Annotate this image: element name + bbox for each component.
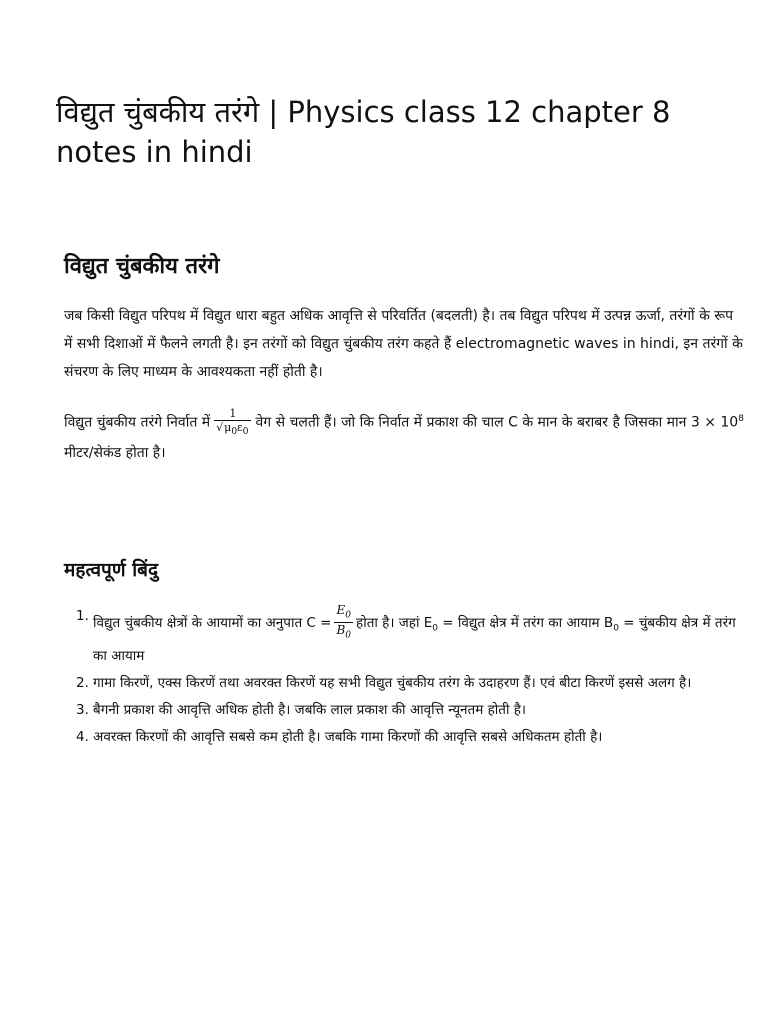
list-item-number: 2. — [76, 674, 89, 691]
speed-formula — [214, 407, 251, 439]
speed-exponent: 8 — [738, 414, 744, 424]
mu-subscript: 0 — [231, 426, 238, 437]
list-item-number: 1. — [76, 608, 89, 624]
speed-paragraph — [64, 405, 744, 467]
epsilon-subscript: 0 — [242, 426, 249, 437]
field-ratio-formula — [334, 603, 353, 643]
key-points-list — [76, 603, 736, 751]
list-item — [76, 724, 736, 751]
list-item — [76, 670, 736, 697]
section-heading-em-waves: विद्युत चुंबकीय तरंगे — [64, 254, 220, 279]
field-ratio-numerator: $E_0$ — [334, 603, 353, 623]
e0-subscript: 0 — [432, 623, 438, 634]
list-item-text: विद्युत चुंबकीय क्षेत्रों के आयामों का अनुपात C = — [93, 614, 332, 631]
b0-subscript: 0 — [613, 623, 619, 634]
speed-formula-denominator — [214, 421, 251, 439]
list-item — [76, 603, 736, 670]
list-item-text: गामा किरणें, एक्स किरणें तथा अवरक्त किरणें यह सभी विद्युत चुंबकीय तरंग के उदाहरण हैं। एवं बीटा किरणें इससे अलग है। — [93, 674, 692, 691]
field-ratio-denominator: $B_0$ — [336, 623, 352, 641]
speed-text-tail: मीटर/सेकंड होता है। — [64, 444, 166, 461]
list-item-text: बैगनी प्रकाश की आवृत्ति अधिक होती है। जबकि लाल प्रकाश की आवृत्ति न्यूनतम होती है। — [93, 701, 527, 718]
sqrt-symbol: $√\mu_0\varepsilon_0$ — [216, 420, 249, 437]
page-title: विद्युत चुंबकीय तरंगे | Physics class 12 chapter 8 notes in hindi — [56, 95, 671, 169]
list-item-number: 3. — [76, 701, 89, 718]
list-item-text: अवरक्त किरणों की आवृत्ति सबसे कम होती है। जबकि गामा किरणों की आवृत्ति सबसे अधिकतम होती है। — [93, 728, 603, 745]
list-item-text-mid: होता है। जहां E — [356, 614, 433, 631]
speed-text-after: वेग से चलती हैं। जो कि निर्वात में प्रकाश की चाल C के मान के बराबर है जिसका मान 3 × 10 — [255, 414, 739, 431]
intro-paragraph: जब किसी विद्युत परिपथ में विद्युत धारा बहुत अधिक आवृत्ति से परिवर्तित (बदलती) है। तब विद्युत परिपथ में उत्पन्न ऊर्जा, तरंगों के रूप में सभी दिशाओं में फैलने लगती है। इन तरंगों को विद्युत चुंबकीय तरंग कहते हैं electromagnetic waves in hindi, इन तरंगों के संचरण के लिए माध्यम के आवश्यकता नहीं होती है। — [64, 308, 743, 380]
list-item — [76, 697, 736, 724]
section-heading-key-points: महत्वपूर्ण बिंदु — [64, 559, 159, 581]
epsilon-symbol: ε — [237, 420, 243, 434]
speed-formula-numerator: 1 — [214, 407, 251, 421]
list-item-text-mid2: = विद्युत क्षेत्र में तरंग का आयाम B — [438, 614, 614, 631]
list-item-number: 4. — [76, 728, 89, 745]
speed-text-before: विद्युत चुंबकीय तरंगे निर्वात में — [64, 414, 211, 431]
list-item-text-after: = चुंबकीय क्षेत्र में तरंग का आयाम — [93, 614, 736, 664]
mu-symbol: μ — [224, 420, 232, 434]
